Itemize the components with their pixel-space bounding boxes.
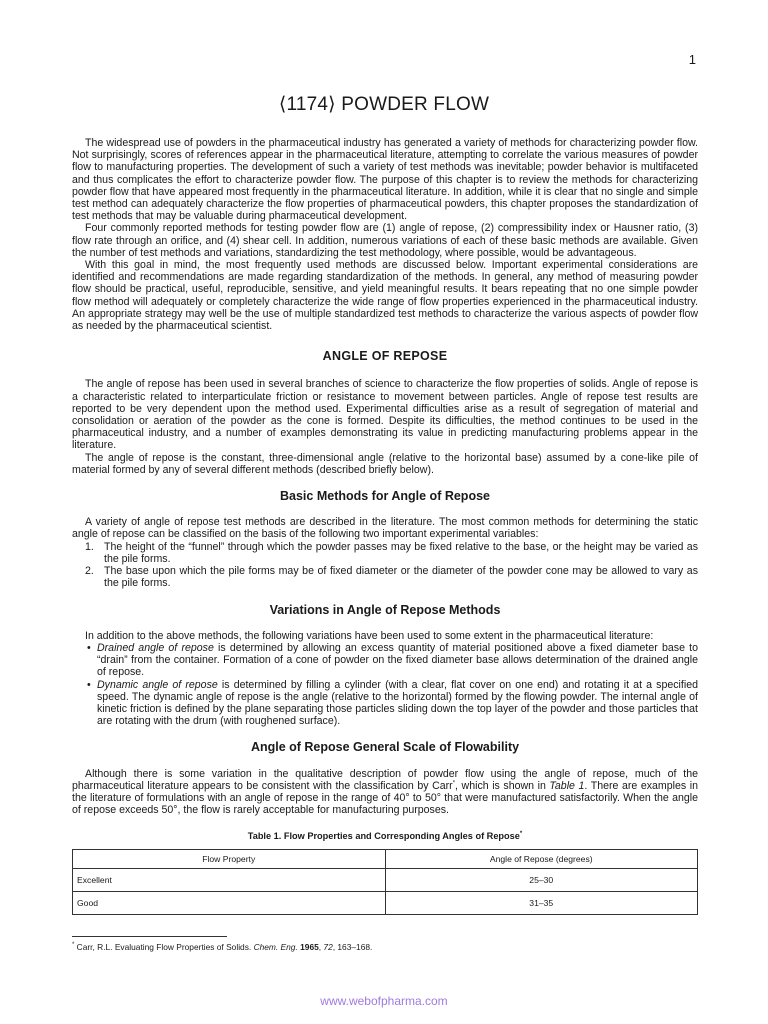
list-item-text: is determined by filling a cylinder (with a clear, flat cover on one end) and rotating it at a specified speed. The dynamic angle of repose is the angle (relative to the horizontal) formed by the flowing powder. The internal angle of kinetic friction is defined by the plane separating those particles sliding down the top layer of the powder and those particles that are rotating with the drum (with roughened surface).	[97, 678, 698, 728]
basic-methods-list	[72, 541, 698, 590]
angle-of-repose-paragraph: The angle of repose is the constant, three-dimensional angle (relative to the horizontal base) assumed by a cone-like pile of material formed by any of several different methods (described briefly below).	[72, 451, 698, 476]
footnote-divider	[72, 936, 227, 937]
footnote-marker: *	[72, 942, 75, 949]
flow-properties-table	[72, 849, 698, 916]
footnote-marker: *	[519, 831, 523, 838]
subsection-heading-basic-methods: Basic Methods for Angle of Repose	[280, 489, 490, 504]
intro-paragraph: The widespread use of powders in the pharmaceutical industry has generated a variety of methods for characterizing powder flow. Not surprisingly, scores of references appear in the pharmaceutical literature, attempting to correlate the various measures of powder flow to manufacturing properties. The development of such a variety of test methods was inevitable; powder behavior is multifaceted and thus complicates the effort to characterize powder flow. The purpose of this chapter is to review the methods for characterizing powder flow that have appeared most frequently in the pharmaceutical literature. In addition, while it is clear that no single and simple test method can adequately characterize the flow properties of pharmaceutical powders, this chapter proposes the standardization of test methods that may be valuable during pharmaceutical development.	[72, 137, 698, 223]
page-number: 1	[688, 52, 696, 67]
general-scale-paragraph	[72, 768, 698, 817]
list-item	[72, 541, 698, 565]
table-row	[73, 868, 698, 891]
footnote: * Carr, R.L. Evaluating Flow Properties of Solids. Chem. Eng. 1965, 72, 163–168.	[72, 942, 373, 953]
subsection-heading-variations: Variations in Angle of Repose Methods	[269, 602, 501, 617]
table-header-cell: Angle of Repose (degrees)	[385, 849, 698, 868]
list-item-number: 2.	[85, 565, 94, 578]
list-item-term: Drained angle of repose	[97, 641, 214, 654]
list-item-text: The height of the “funnel” through which the powder passes may be fixed relative to the base, or the height may be varied as the pile forms.	[104, 540, 698, 565]
list-item-text: is determined by allowing an excess quantity of material positioned above a fixed diameter base to “drain” from the container. Formation of a cone of powder on the fixed diameter base allows determination of the drained angle of repose.	[97, 641, 698, 679]
list-item	[72, 565, 698, 589]
list-item-number: 1.	[85, 540, 94, 553]
table-caption-text: Table 1. Flow Properties and Corresponding Angles of Repose	[247, 831, 520, 842]
table-cell: 25–30	[385, 868, 698, 891]
paragraph-text: Although there is some variation in the qualitative description of powder flow using the angle of repose, much of the pharmaceutical literature appears to be consistent with the classification by Carr	[72, 767, 698, 792]
intro-paragraph: Four commonly reported methods for testing powder flow are (1) angle of repose, (2) compressibility index or Hausner ratio, (3) flow rate through an orifice, and (4) shear cell. In addition, numerous variations of each of these basic methods are available. Given the number of test methods and variations, standardizing the test methodology, where possible, would be advantageous.	[72, 222, 698, 259]
variations-intro: In addition to the above methods, the following variations have been used to some extent in the pharmaceutical literature:	[85, 629, 654, 642]
list-item-text: The base upon which the pile forms may be of fixed diameter or the diameter of the powder cone may be allowed to vary as the pile forms.	[104, 565, 698, 590]
paragraph-text: . There are examples in the literature of formulations with an angle of repose in the range of 40° to 50° that were manufactured satisfactorily. When the angle of repose exceeds 50°, the flow is rarely acceptable for manufacturing purposes.	[72, 779, 698, 817]
bullet-icon: •	[87, 641, 91, 654]
footnote-marker: *	[452, 780, 456, 787]
section-heading-angle-of-repose: ANGLE OF REPOSE	[322, 349, 448, 364]
bullet-icon: •	[87, 678, 91, 691]
page-title: ⟨1174⟩ POWDER FLOW	[278, 94, 490, 115]
table-caption	[72, 830, 698, 842]
list-item-term: Dynamic angle of repose	[97, 678, 218, 691]
subsection-heading-general-scale: Angle of Repose General Scale of Flowability	[250, 740, 520, 755]
footnote-pages: , 163–168.	[332, 942, 373, 953]
footnote-year: 1965	[300, 942, 319, 953]
watermark-link[interactable]: www.webofpharma.com	[320, 994, 448, 1008]
table-reference-link[interactable]: Table 1	[549, 779, 585, 792]
basic-methods-intro: A variety of angle of repose test methods are described in the literature. The most common methods for determining the static angle of repose can be classified on the basis of the following two important experimental variables:	[72, 516, 698, 541]
table-header-cell: Flow Property	[73, 849, 386, 868]
angle-of-repose-paragraph: The angle of repose has been used in several branches of science to characterize the flow properties of solids. Angle of repose is a characteristic related to interparticulate friction or resistance to movement between particles. Angle of repose test results are reported to be very dependent upon the method used. Experimental difficulties arise as a result of segregation of material and consolidation or aeration of the powder as the cone is formed. Despite its difficulties, the method continues to be used in the pharmaceutical industry, and a number of examples demonstrating its value in predicting manufacturing problems appear in the literature.	[72, 378, 698, 452]
list-item	[72, 642, 698, 679]
variations-list	[72, 642, 698, 727]
footnote-text: Carr, R.L. Evaluating Flow Properties of Solids.	[74, 942, 254, 953]
table-row	[73, 891, 698, 914]
paragraph-text: , which is shown in	[455, 779, 550, 792]
table-cell: Good	[73, 891, 386, 914]
intro-paragraph: With this goal in mind, the most frequently used methods are discussed below. Important experimental considerations are identified and recommendations are made regarding standardization of the methods. In general, any method of measuring powder flow should be practical, useful, reproducible, sensitive, and yield meaningful results. It bears repeating that no one simple powder flow method will adequately or completely characterize the wide range of flow properties experienced in the pharmaceutical industry. An appropriate strategy may well be the use of multiple standardized test methods to characterize the various aspects of powder flow as needed by the pharmaceutical scientist.	[72, 259, 698, 333]
table-cell: 31–35	[385, 891, 698, 914]
footnote-volume: 72	[323, 942, 333, 953]
table-cell: Excellent	[73, 868, 386, 891]
table-header-row	[73, 849, 698, 868]
footnote-journal: Chem. Eng.	[253, 942, 298, 953]
list-item	[72, 679, 698, 728]
document-body	[72, 137, 698, 953]
